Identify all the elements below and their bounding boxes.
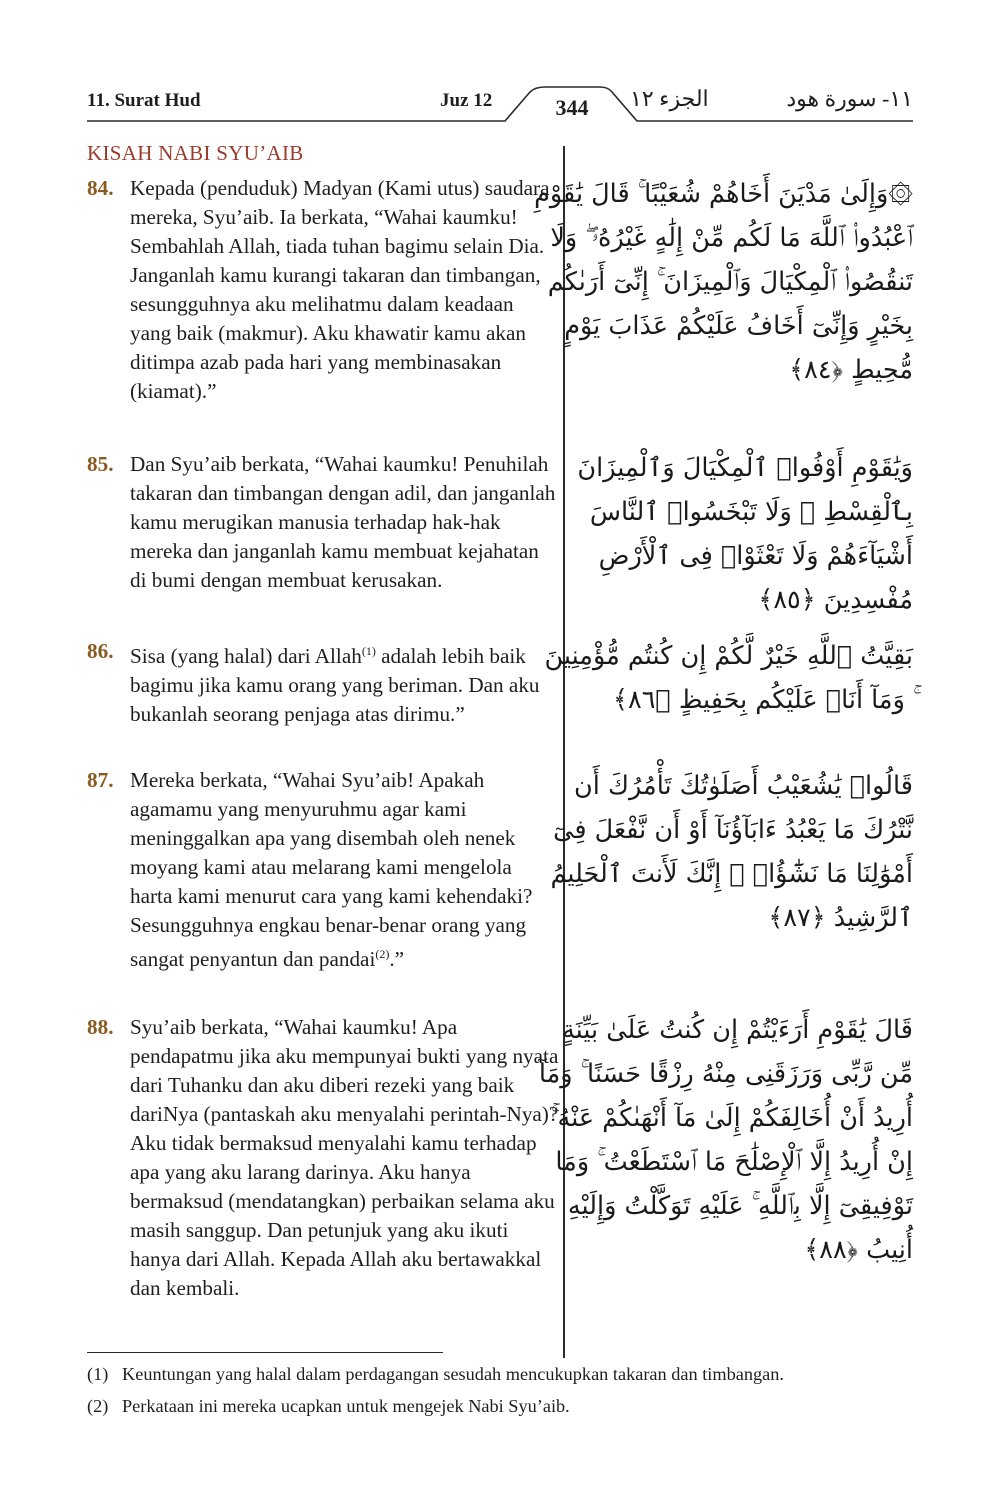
verse-85-translation	[87, 450, 559, 595]
juz-label-latin: Juz 12	[440, 90, 493, 111]
verse-86-translation	[87, 637, 559, 729]
verse-86-arabic: بَقِيَّتُ ٱللَّهِ خَيْرٌ لَّكُمْ إِن كُنتُم مُّؤْمِنِينَ ۚ وَمَآ أَنَا۠ عَلَيْكُم بِحَفِيظٍ ﴿٨٦﴾	[544, 641, 913, 715]
footnote-2	[87, 1396, 570, 1417]
footnote-1	[87, 1364, 784, 1385]
verse-88-arabic: قَالَ يَٰقَوْمِ أَرَءَيْتُمْ إِن كُنتُ عَلَىٰ بَيِّنَةٍ مِّن رَّبِّى وَرَزَقَنِى مِنْهُ رِزْقًا حَسَنًا ۚ وَمَآ أُرِيدُ أَنْ أُخَالِفَكُمْ إِلَىٰ مَآ أَنْهَىٰكُمْ عَنْهُ ۚ إِنْ أُرِيدُ إِلَّا ٱلْإِصْلَٰحَ مَا ٱسْتَطَعْتُ ۚ وَمَا تَوْفِيقِىٓ إِلَّا بِٱللَّهِ ۚ عَلَيْهِ تَوَكَّلْتُ وَإِلَيْهِ أُنِيبُ ﴿٨٨﴾	[538, 1015, 913, 1265]
verse-number: 85.	[87, 452, 114, 476]
footnote-rule	[87, 1352, 443, 1353]
verse-text: Mereka berkata, “Wahai Syu’aib! Apakah agamamu yang menyuruhmu agar kami meninggalkan apa yang disembah oleh nenek moyang kami atau melarang kami mengelola harta kami menurut cara yang kami kehendaki? Sesungguhnya engkau benar-benar orang yang sangat penyantun dan pandai$^{(2)}$.”	[130, 768, 533, 972]
footnote-ref: (2)	[375, 947, 390, 961]
juz-label-arabic: الجزء ١٢	[630, 86, 709, 111]
header-rule	[0, 0, 1000, 140]
footnote-text: Perkataan ini mereka ucapkan untuk mengejek Nabi Syu’aib.	[122, 1396, 570, 1416]
verse-number: 84.	[87, 176, 114, 200]
page-number: 344	[555, 95, 589, 120]
footnote-mark: (2)	[87, 1396, 109, 1416]
surah-title-arabic: ١١- سورة هود	[786, 86, 913, 111]
verse-number: 86.	[87, 639, 114, 663]
footnote-text: Keuntungan yang halal dalam perdagangan sesudah mencukupkan takaran dan timbangan.	[122, 1364, 784, 1384]
verse-85-arabic: وَيَٰقَوْمِ أَوْفُوا۟ ٱلْمِكْيَالَ وَٱلْمِيزَانَ بِٱلْقِسْطِ ۖ وَلَا تَبْخَسُوا۟ ٱلنَّاسَ أَشْيَآءَهُمْ وَلَا تَعْثَوْا۟ فِى ٱلْأَرْضِ مُفْسِدِينَ ﴿٨٥﴾	[577, 453, 913, 615]
verse-88-translation	[87, 1013, 559, 1303]
verse-84-arabic: ۞وَإِلَىٰ مَدْيَنَ أَخَاهُمْ شُعَيْبًا ۚ قَالَ يَٰقَوْمِ ٱعْبُدُوا۟ ٱللَّهَ مَا لَكُم مِّنْ إِلَٰهٍ غَيْرُهُۥ ۖ وَلَا تَنقُصُوا۟ ٱلْمِكْيَالَ وَٱلْمِيزَانَ ۚ إِنِّىٓ أَرَىٰكُم بِخَيْرٍ وَإِنِّىٓ أَخَافُ عَلَيْكُمْ عَذَابَ يَوْمٍ مُّحِيطٍ ﴿٨٤﴾	[534, 179, 913, 385]
footnote-ref: (1)	[361, 644, 376, 658]
verse-84-translation	[87, 174, 559, 406]
footnote-mark: (1)	[87, 1364, 109, 1384]
verse-87-arabic: قَالُوا۟ يَٰشُعَيْبُ أَصَلَوٰتُكَ تَأْمُرُكَ أَن نَّتْرُكَ مَا يَعْبُدُ ءَابَآؤُنَآ أَوْ أَن نَّفْعَلَ فِىٓ أَمْوَٰلِنَا مَا نَشَٰٓؤُا۟ ۖ إِنَّكَ لَأَنتَ ٱلْحَلِيمُ ٱلرَّشِيدُ ﴿٨٧﴾	[550, 771, 913, 933]
verse-text: Kepada (penduduk) Madyan (Kami utus) saudara mereka, Syu’aib. Ia berkata, “Wahai kaumku! Sembahlah Allah, tiada tuhan bagimu selain Dia. Janganlah kamu kurangi takaran dan timbangan, sesungguhnya aku melihatmu dalam keadaan yang baik (makmur). Aku khawatir kamu akan ditimpa azab pada hari yang membinasakan (kiamat).”	[130, 176, 550, 403]
section-title: KISAH NABI SYU’AIB	[87, 141, 304, 165]
surah-title-latin: 11. Surat Hud	[87, 90, 201, 111]
verse-number: 87.	[87, 768, 114, 792]
verse-text: Syu’aib berkata, “Wahai kaumku! Apa pendapatmu jika aku mempunyai bukti yang nyata dari Tuhanku dan aku diberi rezeki yang baik dariNya (pantaskah aku menyalahi perintah-Nya)? Aku tidak bermaksud menyalahi kamu terhadap apa yang aku larang darinya. Aku hanya bermaksud (mendatangkan) perbaikan selama aku masih sanggup. Dan petunjuk yang aku ikuti hanya dari Allah. Kepada Allah aku bertawakkal dan kembali.	[130, 1015, 559, 1300]
verse-text: Sisa (yang halal) dari Allah$^{(1)}$ adalah lebih baik bagimu jika kamu orang yang beriman. Dan aku bukanlah seorang penjaga atas dirimu.”	[130, 644, 540, 727]
verse-87-translation	[87, 766, 559, 974]
verse-text: Dan Syu’aib berkata, “Wahai kaumku! Penuhilah takaran dan timbangan dengan adil, dan janganlah kamu merugikan manusia terhadap hak-hak mereka dan janganlah kamu membuat kejahatan di bumi dengan membuat kerusakan.	[130, 452, 556, 592]
verse-number: 88.	[87, 1015, 114, 1039]
